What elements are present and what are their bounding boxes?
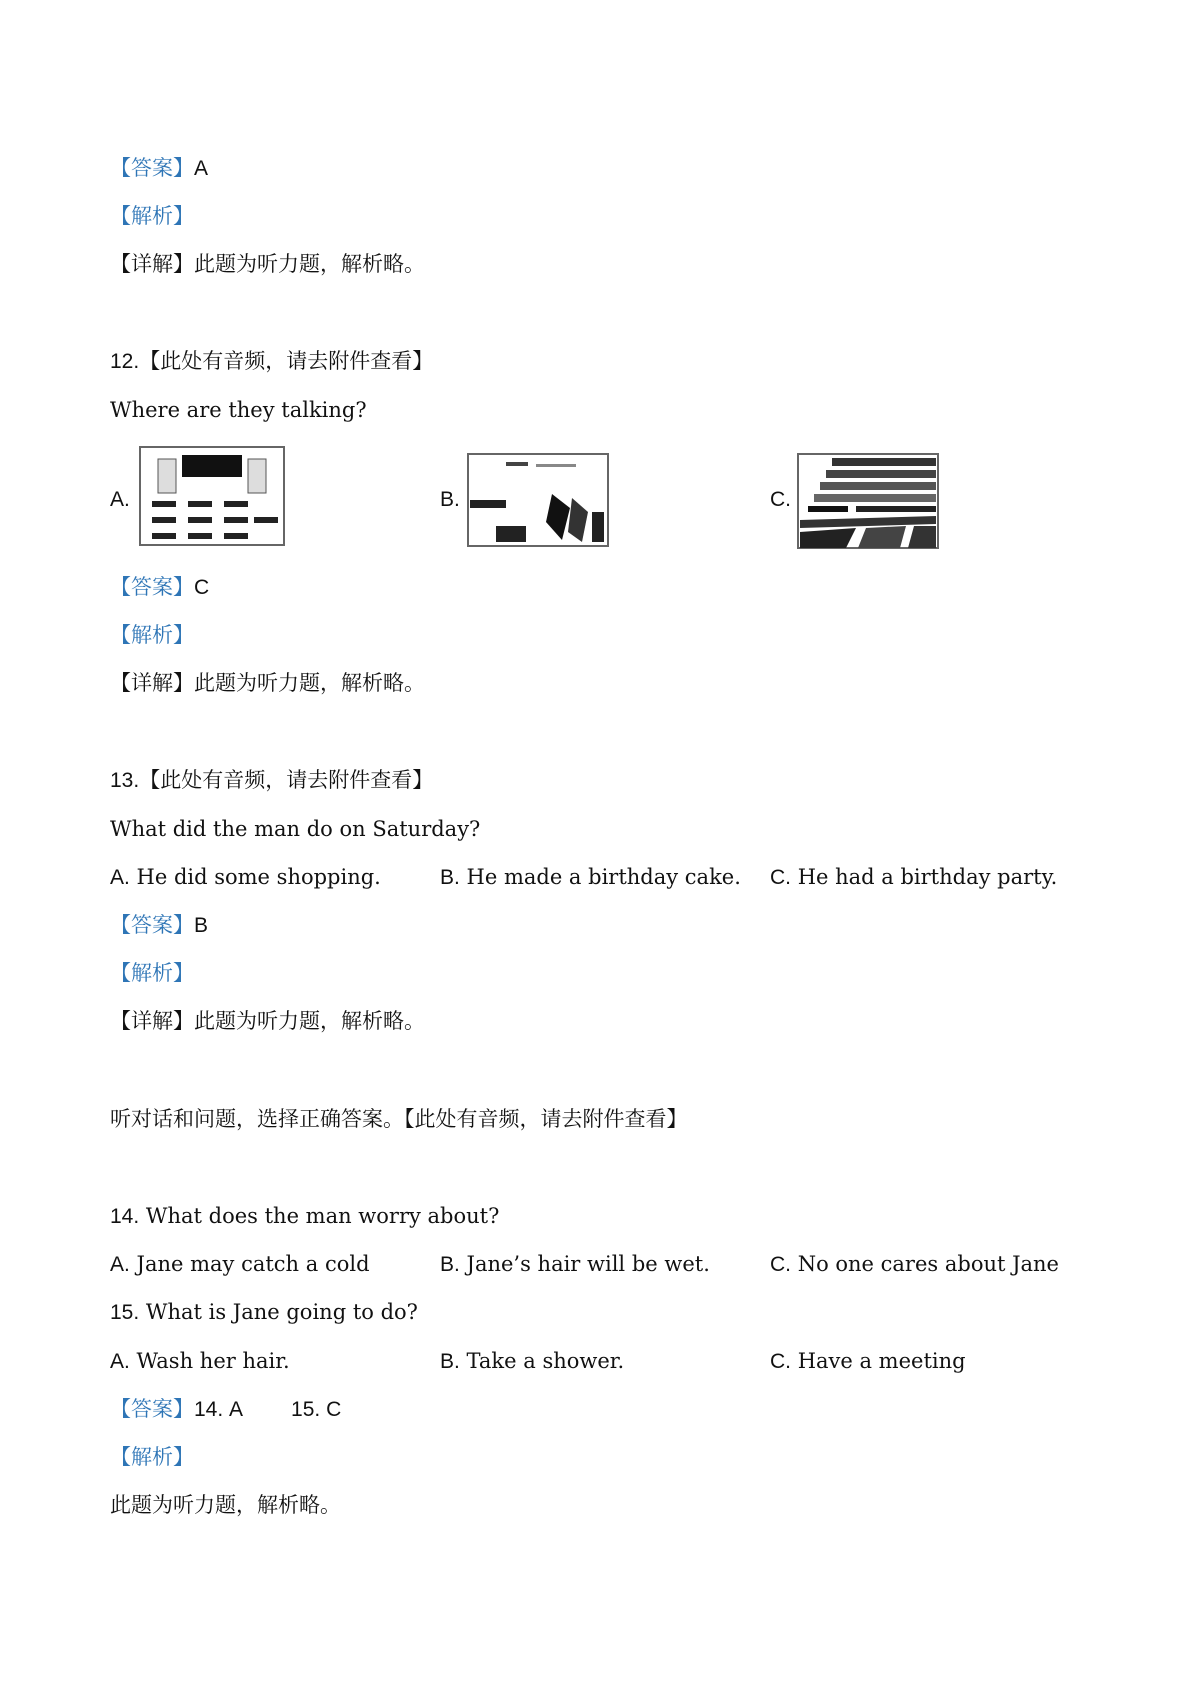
q13-header-text: 13.【此处有音频，请去附件查看】 xyxy=(110,769,434,792)
q14-option-b xyxy=(440,1251,710,1278)
q12-header-text: 12.【此处有音频，请去附件查看】 xyxy=(110,350,434,373)
answer-value: A xyxy=(194,157,209,180)
answer-value: C xyxy=(194,576,210,599)
q13-header xyxy=(110,767,433,794)
q13-answer-line xyxy=(110,912,208,939)
answer-tag: 【答案】 xyxy=(110,1397,194,1421)
answer-14: 14. A xyxy=(194,1398,244,1421)
office-picture-icon xyxy=(466,452,610,548)
q14-option-c xyxy=(770,1251,1059,1278)
option-text: No one cares about Jane xyxy=(797,1252,1059,1276)
q11-detail: 【详解】此题为听力题，解析略。 xyxy=(110,252,425,276)
q12-option-a-label: A. xyxy=(110,488,130,511)
option-label: B. xyxy=(440,866,460,889)
option-text: He made a birthday cake. xyxy=(466,865,741,889)
q11-answer-line xyxy=(110,155,208,182)
option-text: He had a birthday party. xyxy=(797,865,1058,889)
q12-header xyxy=(110,348,433,375)
question-text: What does the man worry about? xyxy=(145,1204,500,1228)
option-text: Take a shower. xyxy=(466,1349,625,1373)
q15-option-a xyxy=(110,1348,290,1375)
option-text: Jane’s hair will be wet. xyxy=(466,1252,710,1276)
q14-15-answer-line xyxy=(110,1396,341,1423)
q13-option-b xyxy=(440,864,741,891)
answer-tag: 【答案】 xyxy=(110,575,194,599)
option-text: Jane may catch a cold xyxy=(136,1252,370,1276)
question-text: What is Jane going to do? xyxy=(145,1300,418,1324)
q13-option-a xyxy=(110,864,381,891)
option-label: B. xyxy=(440,1253,460,1276)
q13-detail: 【详解】此题为听力题，解析略。 xyxy=(110,1009,425,1033)
q14-question-line xyxy=(110,1203,499,1230)
q15-option-c xyxy=(770,1348,966,1375)
classroom-picture-icon xyxy=(138,445,286,547)
cinema-picture-icon xyxy=(796,452,940,550)
option-text: Wash her hair. xyxy=(136,1349,290,1373)
option-label: C. xyxy=(770,1253,791,1276)
q13-option-c xyxy=(770,864,1057,891)
q12-option-b-image xyxy=(466,452,610,548)
q14-15-analysis-tag: 【解析】 xyxy=(110,1445,194,1469)
option-label: C. xyxy=(770,1350,791,1373)
option-label: A. xyxy=(110,866,130,889)
q13-question: What did the man do on Saturday? xyxy=(110,817,481,841)
answer-tag: 【答案】 xyxy=(110,156,194,180)
q14-option-a xyxy=(110,1251,370,1278)
option-label: A. xyxy=(110,1350,130,1373)
q14-15-detail: 此题为听力题，解析略。 xyxy=(110,1493,341,1517)
question-number: 15. xyxy=(110,1301,140,1324)
q12-option-c-image xyxy=(796,452,940,550)
answer-value: B xyxy=(194,914,209,937)
q12-option-a-image xyxy=(138,445,286,547)
answer-tag: 【答案】 xyxy=(110,913,194,937)
option-label: C. xyxy=(770,866,791,889)
q12-option-b-label: B. xyxy=(440,488,460,511)
q12-detail: 【详解】此题为听力题，解析略。 xyxy=(110,671,425,695)
section-instruction: 听对话和问题，选择正确答案。【此处有音频，请去附件查看】 xyxy=(110,1107,688,1131)
q12-question: Where are they talking? xyxy=(110,398,367,422)
option-label: B. xyxy=(440,1350,460,1373)
option-label: A. xyxy=(110,1253,130,1276)
option-text: He did some shopping. xyxy=(136,865,381,889)
q12-option-c-label: C. xyxy=(770,488,791,511)
q11-analysis-tag: 【解析】 xyxy=(110,204,194,228)
q13-analysis-tag: 【解析】 xyxy=(110,961,194,985)
option-text: Have a meeting xyxy=(797,1349,966,1373)
q12-answer-line xyxy=(110,574,209,601)
q15-question-line xyxy=(110,1299,418,1326)
q12-analysis-tag: 【解析】 xyxy=(110,623,194,647)
answer-15: 15. C xyxy=(291,1398,342,1421)
question-number: 14. xyxy=(110,1205,140,1228)
q15-option-b xyxy=(440,1348,624,1375)
